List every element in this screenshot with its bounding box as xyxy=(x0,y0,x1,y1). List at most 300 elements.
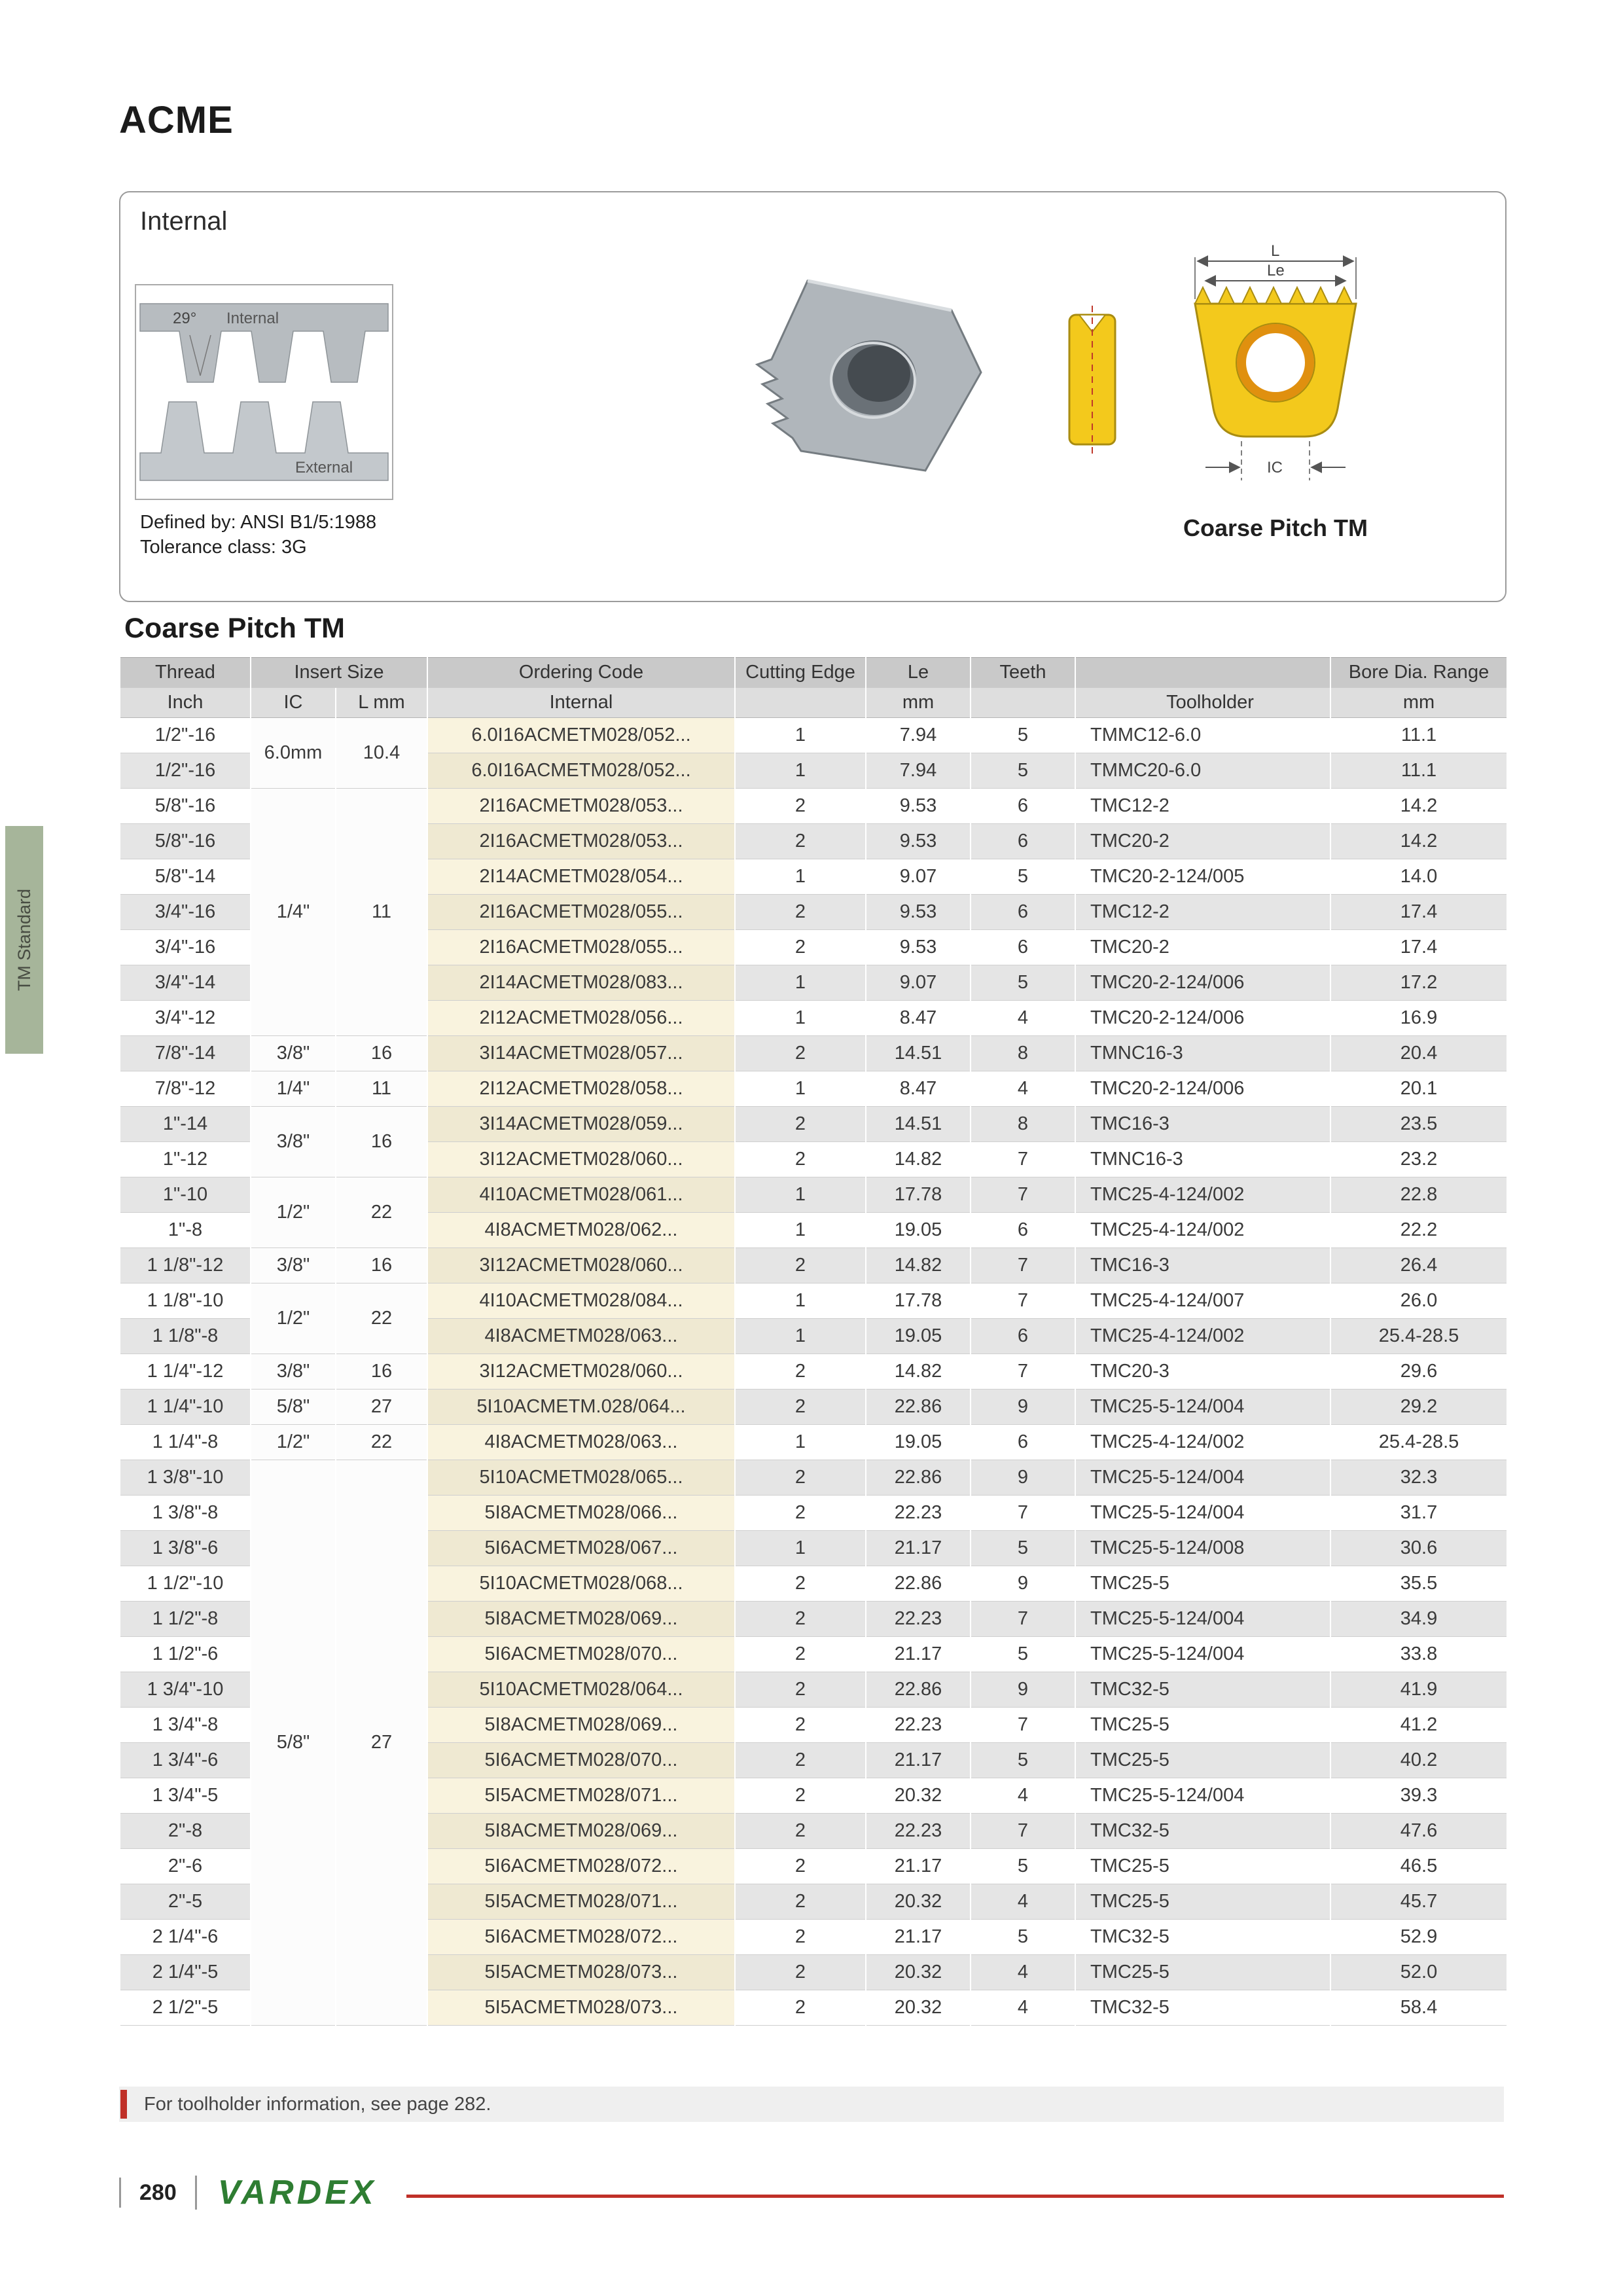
table-body xyxy=(120,718,1507,2026)
front-insert-hole xyxy=(1241,329,1310,397)
le-cell: 9.07 xyxy=(866,965,971,1001)
ordering-code-cell: 4I10ACMETM028/061... xyxy=(427,1177,735,1213)
le-cell: 22.23 xyxy=(866,1708,971,1743)
bore-cell: 41.9 xyxy=(1330,1672,1507,1708)
teeth-cell: 7 xyxy=(971,1496,1075,1531)
toolholder-cell: TMC25-5 xyxy=(1075,1743,1330,1778)
thread-cell: 1 3/4"-10 xyxy=(120,1672,251,1708)
insert-l-cell: 16 xyxy=(336,1354,427,1390)
teeth-cell: 5 xyxy=(971,718,1075,753)
cutting-edge-cell: 2 xyxy=(735,1390,866,1425)
toolholder-cell: TMC32-5 xyxy=(1075,1672,1330,1708)
teeth-cell: 6 xyxy=(971,789,1075,824)
teeth-cell: 5 xyxy=(971,965,1075,1001)
toolholder-cell: TMC32-5 xyxy=(1075,1990,1330,2026)
front-insert-teeth xyxy=(1195,287,1352,304)
toolholder-cell: TMC25-5-124/004 xyxy=(1075,1637,1330,1672)
bore-cell: 23.2 xyxy=(1330,1142,1507,1177)
toolholder-cell: TMC25-5-124/008 xyxy=(1075,1531,1330,1566)
toolholder-cell: TMC25-5 xyxy=(1075,1884,1330,1920)
thread-cell: 1 1/8"-10 xyxy=(120,1283,251,1319)
bore-cell: 47.6 xyxy=(1330,1814,1507,1849)
insert-l-cell: 11 xyxy=(336,789,427,1036)
ordering-code-cell: 4I10ACMETM028/084... xyxy=(427,1283,735,1319)
ordering-code-cell: 3I12ACMETM028/060... xyxy=(427,1142,735,1177)
insert-ic-cell: 1/2" xyxy=(251,1283,336,1354)
toolholder-cell: TMC25-5-124/004 xyxy=(1075,1602,1330,1637)
internal-info-box xyxy=(119,191,1507,602)
note-accent-bar xyxy=(120,2090,127,2119)
le-cell: 14.51 xyxy=(866,1107,971,1142)
table-row xyxy=(120,1107,1507,1142)
le-cell: 20.32 xyxy=(866,1778,971,1814)
toolholder-cell: TMNC16-3 xyxy=(1075,1036,1330,1071)
insert-ic-cell: 3/8" xyxy=(251,1248,336,1283)
teeth-cell: 5 xyxy=(971,859,1075,895)
thread-cell: 1/2"-16 xyxy=(120,718,251,753)
bore-cell: 26.0 xyxy=(1330,1283,1507,1319)
bore-cell: 11.1 xyxy=(1330,718,1507,753)
le-cell: 21.17 xyxy=(866,1743,971,1778)
teeth-cell: 6 xyxy=(971,895,1075,930)
le-cell: 22.86 xyxy=(866,1566,971,1602)
insert-ic-cell: 3/8" xyxy=(251,1354,336,1390)
insert-l-cell: 27 xyxy=(336,1390,427,1425)
insert-l-cell: 10.4 xyxy=(336,718,427,789)
cutting-edge-cell: 2 xyxy=(735,1708,866,1743)
insert-ic-cell: 1/2" xyxy=(251,1425,336,1460)
cutting-edge-cell: 2 xyxy=(735,1849,866,1884)
cutting-edge-cell: 2 xyxy=(735,1814,866,1849)
cutting-edge-cell: 2 xyxy=(735,1920,866,1955)
insert-ic-cell: 3/8" xyxy=(251,1036,336,1071)
ordering-code-cell: 3I14ACMETM028/059... xyxy=(427,1107,735,1142)
teeth-cell: 4 xyxy=(971,1955,1075,1990)
thread-cell: 1 1/4"-10 xyxy=(120,1390,251,1425)
le-cell: 22.86 xyxy=(866,1390,971,1425)
teeth-cell: 7 xyxy=(971,1142,1075,1177)
toolholder-cell: TMC25-5-124/004 xyxy=(1075,1460,1330,1496)
ordering-code-cell: 5I6ACMETM028/067... xyxy=(427,1531,735,1566)
cutting-edge-cell: 1 xyxy=(735,1001,866,1036)
teeth-cell: 9 xyxy=(971,1390,1075,1425)
thread-cell: 3/4"-12 xyxy=(120,1001,251,1036)
cutting-edge-cell: 1 xyxy=(735,1177,866,1213)
thread-cell: 1 3/8"-8 xyxy=(120,1496,251,1531)
thread-cell: 1 3/4"-8 xyxy=(120,1708,251,1743)
bore-cell: 58.4 xyxy=(1330,1990,1507,2026)
cutting-edge-cell: 2 xyxy=(735,1142,866,1177)
coarse-pitch-caption: Coarse Pitch TM xyxy=(1183,514,1368,541)
ordering-code-cell: 6.0I16ACMETM028/052... xyxy=(427,753,735,789)
bore-cell: 20.1 xyxy=(1330,1071,1507,1107)
thread-cell: 3/4"-14 xyxy=(120,965,251,1001)
teeth-cell: 6 xyxy=(971,930,1075,965)
insert-ic-cell: 1/2" xyxy=(251,1177,336,1248)
le-cell: 14.82 xyxy=(866,1354,971,1390)
toolholder-cell: TMC16-3 xyxy=(1075,1107,1330,1142)
teeth-cell: 7 xyxy=(971,1602,1075,1637)
teeth-cell: 5 xyxy=(971,1920,1075,1955)
cutting-edge-cell: 2 xyxy=(735,789,866,824)
defined-by-text: Defined by: ANSI B1/5:1988 xyxy=(140,512,377,533)
cutting-edge-cell: 2 xyxy=(735,1990,866,2026)
thread-cell: 1"-8 xyxy=(120,1213,251,1248)
teeth-cell: 9 xyxy=(971,1566,1075,1602)
bore-cell: 40.2 xyxy=(1330,1743,1507,1778)
toolholder-cell: TMNC16-3 xyxy=(1075,1142,1330,1177)
toolholder-cell: TMC25-5-124/004 xyxy=(1075,1778,1330,1814)
ordering-code-cell: 4I8ACMETM028/062... xyxy=(427,1213,735,1248)
toolholder-cell: TMC20-2 xyxy=(1075,930,1330,965)
subheader-le-mm: mm xyxy=(866,688,971,718)
thread-cell: 1/2"-16 xyxy=(120,753,251,789)
ordering-code-cell: 5I5ACMETM028/073... xyxy=(427,1955,735,1990)
ordering-code-cell: 2I16ACMETM028/055... xyxy=(427,895,735,930)
vardex-logo: VARDEX xyxy=(195,2176,377,2210)
cutting-edge-cell: 1 xyxy=(735,1531,866,1566)
insert-ic-cell: 6.0mm xyxy=(251,718,336,789)
ordering-code-cell: 5I6ACMETM028/072... xyxy=(427,1920,735,1955)
cutting-edge-cell: 2 xyxy=(735,930,866,965)
ordering-code-cell: 5I10ACMETM028/064... xyxy=(427,1672,735,1708)
le-cell: 9.07 xyxy=(866,859,971,895)
ordering-code-cell: 2I14ACMETM028/054... xyxy=(427,859,735,895)
cutting-edge-cell: 1 xyxy=(735,753,866,789)
thread-cell: 2 1/2"-5 xyxy=(120,1990,251,2026)
le-cell: 17.78 xyxy=(866,1283,971,1319)
bore-cell: 52.9 xyxy=(1330,1920,1507,1955)
cutting-edge-cell: 2 xyxy=(735,1955,866,1990)
ordering-code-cell: 2I12ACMETM028/056... xyxy=(427,1001,735,1036)
table-row xyxy=(120,789,1507,824)
angle-label: 29° xyxy=(173,310,197,327)
le-cell: 19.05 xyxy=(866,1319,971,1354)
cutting-edge-cell: 1 xyxy=(735,965,866,1001)
toolholder-cell: TMC20-2-124/005 xyxy=(1075,859,1330,895)
thread-profile-diagram xyxy=(135,284,393,500)
header-row-1 xyxy=(120,658,1507,688)
col-header-le: Le xyxy=(866,658,971,688)
insert-ic-cell: 5/8" xyxy=(251,1460,336,2026)
ordering-code-cell: 3I12ACMETM028/060... xyxy=(427,1248,735,1283)
thread-cell: 1"-10 xyxy=(120,1177,251,1213)
ordering-code-cell: 5I8ACMETM028/069... xyxy=(427,1708,735,1743)
teeth-cell: 6 xyxy=(971,824,1075,859)
bore-cell: 23.5 xyxy=(1330,1107,1507,1142)
table-row xyxy=(120,1036,1507,1071)
subheader-l-mm: L mm xyxy=(336,688,427,718)
le-cell: 9.53 xyxy=(866,895,971,930)
cutting-edge-cell: 2 xyxy=(735,1743,866,1778)
thread-cell: 1 3/8"-10 xyxy=(120,1460,251,1496)
bore-cell: 20.4 xyxy=(1330,1036,1507,1071)
toolholder-cell: TMC25-5 xyxy=(1075,1708,1330,1743)
ordering-code-cell: 5I8ACMETM028/066... xyxy=(427,1496,735,1531)
teeth-cell: 7 xyxy=(971,1248,1075,1283)
tolerance-text: Tolerance class: 3G xyxy=(140,537,307,558)
ordering-code-cell: 3I12ACMETM028/060... xyxy=(427,1354,735,1390)
thread-cell: 1 1/4"-8 xyxy=(120,1425,251,1460)
cutting-edge-cell: 2 xyxy=(735,1354,866,1390)
bore-cell: 29.2 xyxy=(1330,1390,1507,1425)
dim-label-l: L xyxy=(1271,242,1280,260)
toolholder-cell: TMC25-4-124/007 xyxy=(1075,1283,1330,1319)
teeth-cell: 5 xyxy=(971,753,1075,789)
teeth-cell: 4 xyxy=(971,1778,1075,1814)
toolholder-cell: TMC20-2-124/006 xyxy=(1075,965,1330,1001)
bore-cell: 30.6 xyxy=(1330,1531,1507,1566)
table-row xyxy=(120,1071,1507,1107)
thread-cell: 1 1/2"-8 xyxy=(120,1602,251,1637)
ordering-code-cell: 6.0I16ACMETM028/052... xyxy=(427,718,735,753)
bore-cell: 32.3 xyxy=(1330,1460,1507,1496)
cutting-edge-cell: 2 xyxy=(735,895,866,930)
le-cell: 14.82 xyxy=(866,1248,971,1283)
bore-cell: 14.2 xyxy=(1330,789,1507,824)
insert-l-cell: 22 xyxy=(336,1425,427,1460)
insert-side-svg xyxy=(1050,300,1135,464)
toolholder-cell: TMC25-4-124/002 xyxy=(1075,1213,1330,1248)
teeth-cell: 4 xyxy=(971,1990,1075,2026)
teeth-cell: 4 xyxy=(971,1071,1075,1107)
cutting-edge-cell: 2 xyxy=(735,1496,866,1531)
ordering-code-cell: 2I14ACMETM028/083... xyxy=(427,965,735,1001)
cutting-edge-cell: 1 xyxy=(735,718,866,753)
ordering-code-cell: 5I8ACMETM028/069... xyxy=(427,1814,735,1849)
teeth-cell: 5 xyxy=(971,1743,1075,1778)
table-row xyxy=(120,1425,1507,1460)
thread-cell: 1 1/2"-10 xyxy=(120,1566,251,1602)
ordering-code-cell: 4I8ACMETM028/063... xyxy=(427,1425,735,1460)
cutting-edge-cell: 2 xyxy=(735,1778,866,1814)
header-row-2 xyxy=(120,688,1507,718)
ordering-code-cell: 5I10ACMETM028/068... xyxy=(427,1566,735,1602)
teeth-cell: 9 xyxy=(971,1672,1075,1708)
bore-cell: 16.9 xyxy=(1330,1001,1507,1036)
teeth-cell: 8 xyxy=(971,1036,1075,1071)
ordering-code-cell: 2I16ACMETM028/055... xyxy=(427,930,735,965)
insert-front-dimensioned xyxy=(1168,242,1383,516)
bore-cell: 52.0 xyxy=(1330,1955,1507,1990)
teeth-cell: 7 xyxy=(971,1814,1075,1849)
thread-cell: 3/4"-16 xyxy=(120,895,251,930)
subheader-inch: Inch xyxy=(120,688,251,718)
toolholder-cell: TMC32-5 xyxy=(1075,1920,1330,1955)
col-header-teeth: Teeth xyxy=(971,658,1075,688)
bore-cell: 17.4 xyxy=(1330,930,1507,965)
ordering-code-cell: 5I10ACMETM028/065... xyxy=(427,1460,735,1496)
teeth-cell: 5 xyxy=(971,1849,1075,1884)
subheader-toolholder: Toolholder xyxy=(1075,688,1330,718)
cutting-edge-cell: 2 xyxy=(735,1566,866,1602)
thread-cell: 1 1/4"-12 xyxy=(120,1354,251,1390)
le-cell: 22.86 xyxy=(866,1460,971,1496)
insert-side-view xyxy=(1050,300,1135,464)
bore-cell: 25.4-28.5 xyxy=(1330,1319,1507,1354)
insert-ic-cell: 1/4" xyxy=(251,1071,336,1107)
cutting-edge-cell: 1 xyxy=(735,1283,866,1319)
bore-cell: 45.7 xyxy=(1330,1884,1507,1920)
insert-l-cell: 27 xyxy=(336,1460,427,2026)
thread-cell: 7/8"-12 xyxy=(120,1071,251,1107)
cutting-edge-cell: 2 xyxy=(735,1036,866,1071)
table-row xyxy=(120,1390,1507,1425)
ordering-code-cell: 5I6ACMETM028/070... xyxy=(427,1637,735,1672)
subheader-blank-1 xyxy=(735,688,866,718)
table-row xyxy=(120,1460,1507,1496)
ordering-code-cell: 2I16ACMETM028/053... xyxy=(427,789,735,824)
le-cell: 9.53 xyxy=(866,930,971,965)
le-cell: 17.78 xyxy=(866,1177,971,1213)
external-diagram-label: External xyxy=(295,459,353,476)
page-footer xyxy=(119,2166,1504,2219)
toolholder-cell: TMC12-2 xyxy=(1075,895,1330,930)
le-cell: 20.32 xyxy=(866,1955,971,1990)
insert-3d-illustration xyxy=(709,248,1010,510)
thread-cell: 7/8"-14 xyxy=(120,1036,251,1071)
le-cell: 21.17 xyxy=(866,1637,971,1672)
le-cell: 8.47 xyxy=(866,1001,971,1036)
thread-cell: 2 1/4"-5 xyxy=(120,1955,251,1990)
page-number: 280 xyxy=(119,2178,177,2208)
toolholder-cell: TMC20-2-124/006 xyxy=(1075,1001,1330,1036)
page-title: ACME xyxy=(119,99,234,141)
thread-cell: 1"-14 xyxy=(120,1107,251,1142)
bore-cell: 22.2 xyxy=(1330,1213,1507,1248)
cutting-edge-cell: 2 xyxy=(735,1672,866,1708)
ordering-code-cell: 2I16ACMETM028/053... xyxy=(427,824,735,859)
toolholder-cell: TMC12-2 xyxy=(1075,789,1330,824)
thread-cell: 5/8"-14 xyxy=(120,859,251,895)
teeth-cell: 6 xyxy=(971,1319,1075,1354)
insert-3d-svg xyxy=(709,248,1010,510)
thread-cell: 2"-6 xyxy=(120,1849,251,1884)
thread-cell: 2"-5 xyxy=(120,1884,251,1920)
toolholder-cell: TMC25-4-124/002 xyxy=(1075,1425,1330,1460)
le-cell: 20.32 xyxy=(866,1990,971,2026)
cutting-edge-cell: 2 xyxy=(735,1884,866,1920)
thread-cell: 1 3/4"-6 xyxy=(120,1743,251,1778)
bore-cell: 25.4-28.5 xyxy=(1330,1425,1507,1460)
cutting-edge-cell: 2 xyxy=(735,1602,866,1637)
teeth-cell: 7 xyxy=(971,1283,1075,1319)
thread-cell: 1 3/8"-6 xyxy=(120,1531,251,1566)
thread-cell: 1 1/2"-6 xyxy=(120,1637,251,1672)
toolholder-cell: TMMC20-6.0 xyxy=(1075,753,1330,789)
ordering-code-cell: 3I14ACMETM028/057... xyxy=(427,1036,735,1071)
bore-cell: 29.6 xyxy=(1330,1354,1507,1390)
le-cell: 21.17 xyxy=(866,1531,971,1566)
teeth-cell: 4 xyxy=(971,1001,1075,1036)
ordering-code-cell: 5I6ACMETM028/072... xyxy=(427,1849,735,1884)
toolholder-cell: TMC20-2 xyxy=(1075,824,1330,859)
cutting-edge-cell: 1 xyxy=(735,1071,866,1107)
ordering-code-cell: 5I5ACMETM028/071... xyxy=(427,1778,735,1814)
teeth-cell: 6 xyxy=(971,1425,1075,1460)
insert-l-cell: 22 xyxy=(336,1177,427,1248)
dim-label-ic: IC xyxy=(1267,459,1283,476)
cutting-edge-cell: 1 xyxy=(735,1425,866,1460)
toolholder-cell: TMC25-5-124/004 xyxy=(1075,1390,1330,1425)
le-cell: 8.47 xyxy=(866,1071,971,1107)
ordering-code-cell: 4I8ACMETM028/063... xyxy=(427,1319,735,1354)
le-cell: 21.17 xyxy=(866,1920,971,1955)
footer-rule xyxy=(406,2195,1504,2198)
thread-cell: 5/8"-16 xyxy=(120,789,251,824)
toolholder-cell: TMC25-5 xyxy=(1075,1955,1330,1990)
le-cell: 9.53 xyxy=(866,789,971,824)
bore-cell: 22.8 xyxy=(1330,1177,1507,1213)
toolholder-note xyxy=(119,2087,1504,2122)
toolholder-cell: TMC16-3 xyxy=(1075,1248,1330,1283)
toolholder-cell: TMC25-5 xyxy=(1075,1566,1330,1602)
sidebar-tab-label: TM Standard xyxy=(14,888,34,992)
thread-cell: 1 1/8"-8 xyxy=(120,1319,251,1354)
table-row xyxy=(120,1283,1507,1319)
ordering-code-cell: 2I12ACMETM028/058... xyxy=(427,1071,735,1107)
thread-cell: 2 1/4"-6 xyxy=(120,1920,251,1955)
bore-cell: 35.5 xyxy=(1330,1566,1507,1602)
cutting-edge-cell: 2 xyxy=(735,1637,866,1672)
toolholder-cell: TMC25-4-124/002 xyxy=(1075,1177,1330,1213)
ordering-code-cell: 5I5ACMETM028/071... xyxy=(427,1884,735,1920)
insert-ic-cell: 3/8" xyxy=(251,1107,336,1177)
le-cell: 22.86 xyxy=(866,1672,971,1708)
table-row xyxy=(120,1248,1507,1283)
col-header-bore-range: Bore Dia. Range xyxy=(1330,658,1507,688)
le-cell: 22.23 xyxy=(866,1602,971,1637)
ordering-code-cell: 5I8ACMETM028/069... xyxy=(427,1602,735,1637)
teeth-cell: 7 xyxy=(971,1354,1075,1390)
le-cell: 21.17 xyxy=(866,1849,971,1884)
insert-ic-cell: 5/8" xyxy=(251,1390,336,1425)
le-cell: 22.23 xyxy=(866,1496,971,1531)
bore-cell: 14.0 xyxy=(1330,859,1507,895)
col-header-cutting-edge: Cutting Edge xyxy=(735,658,866,688)
le-cell: 14.51 xyxy=(866,1036,971,1071)
internal-label: Internal xyxy=(140,207,228,236)
le-cell: 14.82 xyxy=(866,1142,971,1177)
thread-cell: 2"-8 xyxy=(120,1814,251,1849)
teeth-cell: 5 xyxy=(971,1637,1075,1672)
toolholder-cell: TMC20-3 xyxy=(1075,1354,1330,1390)
insert-l-cell: 22 xyxy=(336,1283,427,1354)
col-header-blank xyxy=(1075,658,1330,688)
thread-cell: 1"-12 xyxy=(120,1142,251,1177)
teeth-cell: 9 xyxy=(971,1460,1075,1496)
ordering-code-cell: 5I6ACMETM028/070... xyxy=(427,1743,735,1778)
subheader-internal: Internal xyxy=(427,688,735,718)
toolholder-cell: TMC25-5 xyxy=(1075,1849,1330,1884)
dim-label-le: Le xyxy=(1267,262,1285,279)
insert-l-cell: 16 xyxy=(336,1107,427,1177)
le-cell: 9.53 xyxy=(866,824,971,859)
col-header-insert-size: Insert Size xyxy=(251,658,427,688)
cutting-edge-cell: 1 xyxy=(735,1319,866,1354)
ordering-code-cell: 5I10ACMETM.028/064... xyxy=(427,1390,735,1425)
sidebar-tab-tm-standard[interactable] xyxy=(5,826,43,1054)
insert-l-cell: 16 xyxy=(336,1248,427,1283)
bore-cell: 39.3 xyxy=(1330,1778,1507,1814)
cutting-edge-cell: 1 xyxy=(735,1213,866,1248)
teeth-cell: 8 xyxy=(971,1107,1075,1142)
teeth-cell: 7 xyxy=(971,1708,1075,1743)
coarse-pitch-table xyxy=(119,657,1508,2026)
toolholder-cell: TMC32-5 xyxy=(1075,1814,1330,1849)
insert-l-cell: 16 xyxy=(336,1036,427,1071)
subheader-bore-mm: mm xyxy=(1330,688,1507,718)
